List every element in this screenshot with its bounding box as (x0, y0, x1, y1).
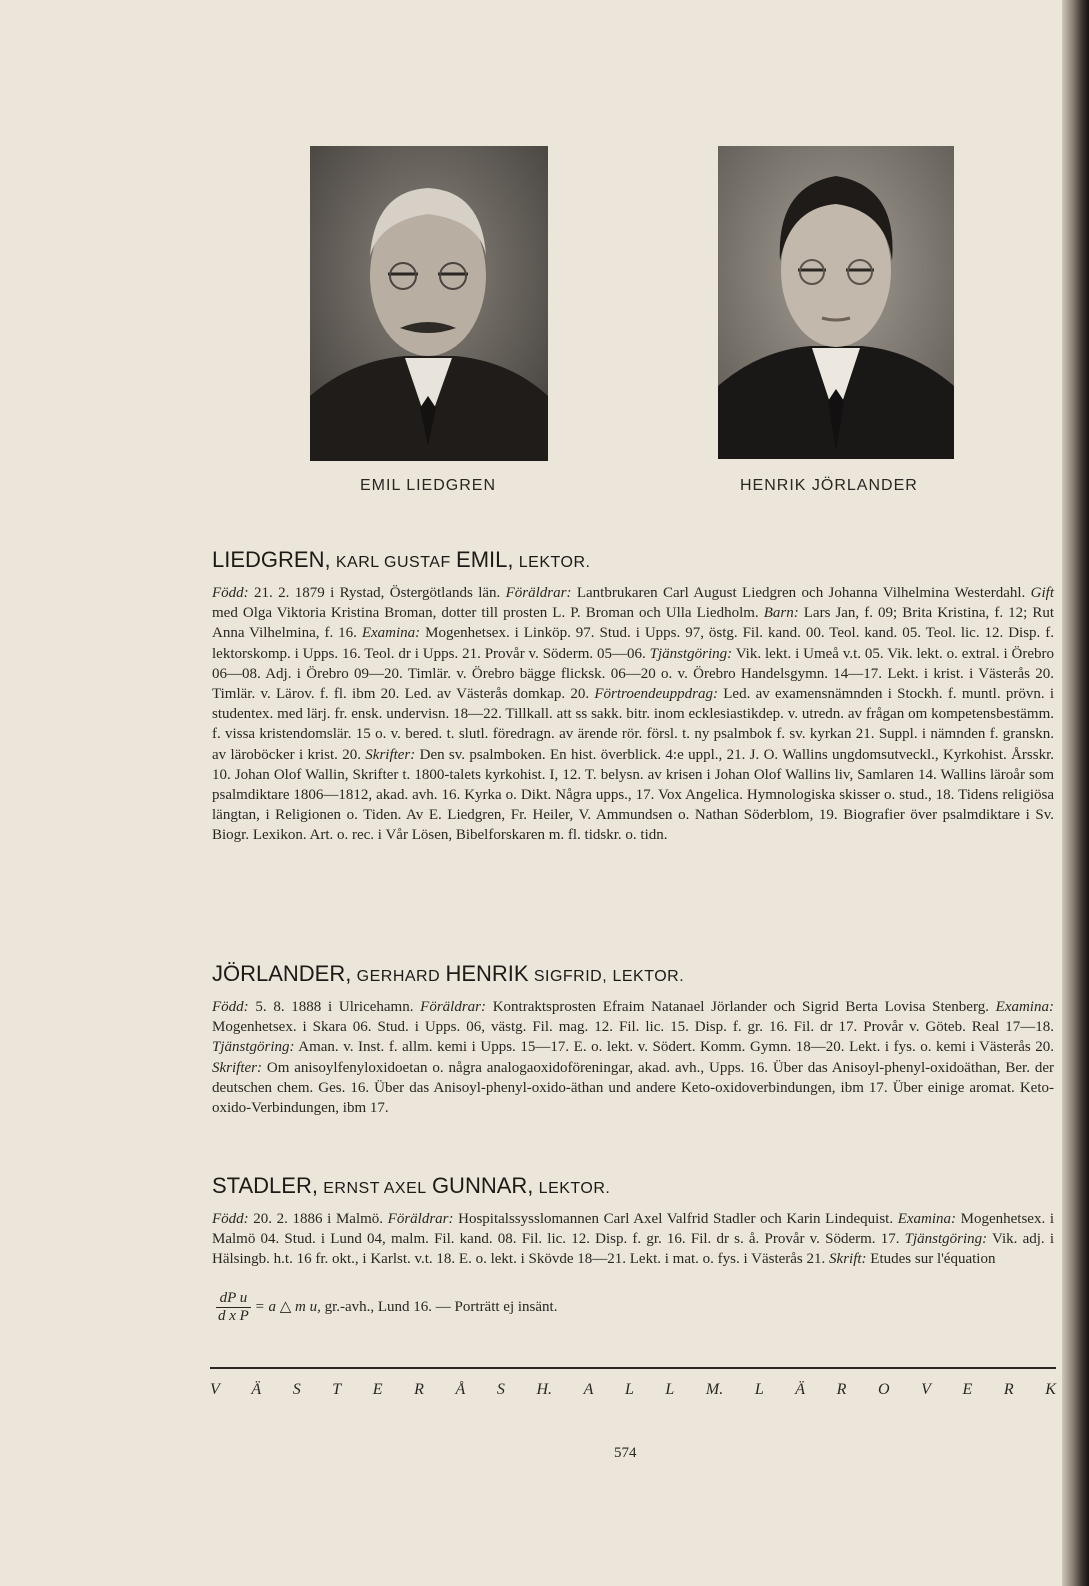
footer-letter: L (624, 1381, 634, 1398)
field-text: Led. av examensnämnden i Stockh. f. muntl. prövn. i studentex. med lärj. fr. ensk. undervisn. 18—22. Tillkall. att ss sakk. bitr. inom ecklesiastikdep. v. utredn. av frågan om kompetensbestämm. f. vissa kristendomslär. 15 o. v. bered. t. slutl. föredragn. av ärende rör. försl. t. ny psalmbok f. sv. kyrkan 21. Suppl. i nämnden f. granskn. av läroböcker i krist. 20. (212, 686, 1055, 763)
field-text: 21. 2. 1879 i Rystad, Östergötlands län. (248, 585, 506, 601)
entry-heading (212, 1174, 1054, 1201)
field-label: Föräldrar: (387, 1211, 454, 1227)
field-text: Etudes sur l'équation (866, 1251, 996, 1268)
given-names: ERNST AXEL (323, 1180, 427, 1197)
field-text: Mogenhetsex. i Linköp. 97. Stud. i Upps. 97, östg. Fil. kand. 00. Teol. kand. 05. Teol. lic. 12. Disp. f. lektorskomp. i Upps. 16. Teol. dr i Upps. 21. Provår v. Söderm. 05—06. (212, 625, 1054, 662)
field-label: Examina: (897, 1211, 957, 1227)
equation-trailing-text: gr.-avh., Lund 16. — Porträtt ej insänt. (320, 1298, 558, 1315)
portrait-photo-2 (718, 146, 954, 459)
field-label: Tjänstgöring: (212, 1039, 295, 1056)
footer-letter: H. (536, 1381, 552, 1398)
occupation: LEKTOR. (538, 1180, 611, 1197)
surname: JÖRLANDER, (212, 961, 352, 986)
field-text: Mogenhetsex. i Malmö 04. Stud. i Lund 04, malm. Fil. kand. 08. Fil. lic. 12. Disp. f. gr. 16. Fil. dr s. å. Provår v. Söderm. 17. (212, 1211, 1055, 1248)
footer-letter: K (1045, 1381, 1056, 1398)
fraction-numerator: dP u (216, 1290, 251, 1308)
entry-body (212, 1209, 1054, 1270)
footer-letter: O (878, 1381, 890, 1398)
field-text: Lantbrukaren Carl August Liedgren och Johanna Vilhelmina Westerdahl. (571, 585, 1031, 601)
footer-letter: Ä (795, 1381, 806, 1398)
field-text: Vik. lekt. i Umeå v.t. 05. Vik. lekt. o. extral. i Örebro 06—08. Adj. i Örebro 09—20. Timlär. v. Örebro bägge flicksk. 06—20 o. v. Örebro Handelsgymn. 14—17. Lekt. i krist. i Västerås 20. Timlär. v. Lärov. f. fl. ibm 20. Led. av Västerås domkap. 20. (212, 645, 1054, 703)
field-label: Tjänstgöring: (904, 1231, 988, 1248)
field-text: Vik. adj. i Hälsingb. h.t. 16 fr. okt., i Karlst. v.t. 18. E. o. lekt. i Skövde 18—21. Lekt. i mat. o. fys. i Västerås 21. (212, 1231, 1054, 1268)
field-label: Född: (212, 999, 249, 1015)
page-number: 574 (614, 1445, 637, 1461)
field-text: Den sv. psalmboken. En hist. överblick. 4:e uppl., 21. J. O. Wallins ungdomsutveckl., Kyrkohist. Årsskr. 10. Johan Olof Wallin, Skrifter t. 1800-talets kyrkohist. I, 12. T. belysn. av krisen i Johan Olof Wallins liv, Samlaren 14. Wallins läroår som psalmdiktare 1806—1812, akad. avh. 16. Kyrka o. Dikt. Några upps., 17. Vox Angelica. Hymnologiska skisser o. stud., 18. Tidens religiösa längtan, i Religionen o. Tiden. Av E. Liedgren, Fr. Heiler, V. Ammundsen o. Nathan Söderblom, 19. Biografier över psalmdiktare i Sv. Biogr. Lexikon. Art. o. rec. i Vår Lösen, Bibelforskaren m. fl. tidskr. o. tidn. (212, 746, 1054, 844)
field-label: Född: (212, 585, 249, 601)
portrait-emil-liedgren (310, 146, 548, 461)
field-label: Föräldrar: (420, 999, 487, 1015)
field-label: Skrift: (829, 1251, 867, 1268)
field-label: Tjänstgöring: (649, 645, 733, 662)
footer-letter: A (583, 1381, 594, 1398)
occupation: LEKTOR. (612, 968, 685, 985)
portrait-henrik-jorlander (718, 146, 954, 459)
footer-letter: T (332, 1381, 342, 1398)
entry-stadler (212, 1174, 1054, 1270)
given-names: GERHARD (356, 968, 441, 985)
equation (216, 1290, 557, 1325)
surname: STADLER, (212, 1173, 318, 1198)
surname: LIEDGREN, (212, 547, 331, 572)
entry-heading (212, 548, 1054, 575)
portrait-caption-left: EMIL LIEDGREN (360, 477, 496, 494)
footer-letter: Å (455, 1381, 466, 1398)
footer-letter: Ä (251, 1381, 262, 1398)
field-text: Om anisoylfenyloxidoetan o. några analogaoxidoföreningar, akad. avh., Upps. 16. Über das Anisoyl-phenyl-oxidoäthan, Ber. der deutschen chem. Ges. 16. Über das Anisoyl-phenyl-oxido-äthan und andere Keto-oxidoverbindungen, ibm 17. Über einige aromat. Keto-oxido-Verbindungen, ibm 17. (212, 1059, 1054, 1117)
field-label: Examina: (361, 625, 421, 642)
given-names-after: SIGFRID, (533, 968, 608, 985)
running-footer (210, 1381, 1056, 1399)
given-name-main: EMIL, (456, 547, 514, 572)
entry-body (212, 583, 1054, 846)
field-text: Hospitalssysslomannen Carl Axel Valfrid Stadler och Karin Lindequist. (453, 1211, 898, 1227)
footer-letter: E (372, 1381, 383, 1398)
footer-letter: V (921, 1381, 931, 1398)
equation-rhs: = a △ m u, (254, 1298, 321, 1315)
book-spine-edge (1062, 0, 1089, 1586)
field-label: Förtroendeuppdrag: (594, 686, 718, 703)
field-text: Lars Jan, f. 09; Brita Kristina, f. 12; Rut Anna Vilhelmina, f. 16. (212, 605, 1054, 642)
field-label: Skrifter: (365, 746, 416, 763)
entry-liedgren (212, 548, 1054, 846)
occupation: LEKTOR. (518, 554, 591, 571)
given-name-main: GUNNAR, (431, 1173, 534, 1198)
field-label: Föräldrar: (505, 585, 572, 601)
footer-letter: S (292, 1381, 301, 1398)
footer-letter: L (754, 1381, 764, 1398)
field-text: Mogenhetsex. i Skara 06. Stud. i Upps. 06, västg. Fil. mag. 12. Fil. lic. 15. Disp. f. gr. 16. Fil. dr 17. Provår v. Göteb. Real 17—18. (212, 1019, 1054, 1036)
field-text: 20. 2. 1886 i Malmö. (248, 1211, 388, 1227)
given-names: KARL GUSTAF (335, 554, 451, 571)
field-text: Aman. v. Inst. f. allm. kemi i Upps. 15—17. E. o. lekt. v. Södert. Komm. Gymn. 18—20. Lekt. i fys. o. kemi i Västerås 20. (294, 1039, 1054, 1056)
footer-letter: L (665, 1381, 675, 1398)
footer-letter: R (414, 1381, 424, 1398)
portrait-caption-right: HENRIK JÖRLANDER (740, 477, 918, 494)
footer-rule (210, 1367, 1056, 1369)
entry-jorlander (212, 962, 1054, 1118)
field-label: Född: (212, 1211, 249, 1227)
footer-letter: V (210, 1381, 220, 1398)
field-label: Examina: (995, 999, 1054, 1015)
field-text: 5. 8. 1888 i Ulricehamn. (248, 999, 421, 1015)
entry-body (212, 997, 1054, 1118)
field-label: Skrifter: (212, 1059, 262, 1076)
fraction-denominator: d x P (218, 1308, 249, 1324)
footer-letter: R (836, 1381, 847, 1398)
given-name-main: HENRIK (445, 961, 529, 986)
footer-letter: E (962, 1381, 973, 1398)
field-text: med Olga Viktoria Kristina Broman, dotter till prosten L. P. Broman och Ulla Liedholm. (212, 605, 764, 622)
footer-letter: R (1003, 1381, 1014, 1398)
field-label: Gift (1030, 585, 1054, 601)
field-label: Barn: (763, 605, 799, 622)
entry-heading (212, 962, 1054, 989)
field-text: Kontraktsprosten Efraim Natanael Jörlander och Sigrid Berta Lovisa Stenberg. (486, 999, 996, 1015)
footer-letter: S (496, 1381, 505, 1398)
portrait-photo-1 (310, 146, 548, 461)
fraction (216, 1290, 251, 1325)
footer-letter: M. (705, 1381, 724, 1398)
